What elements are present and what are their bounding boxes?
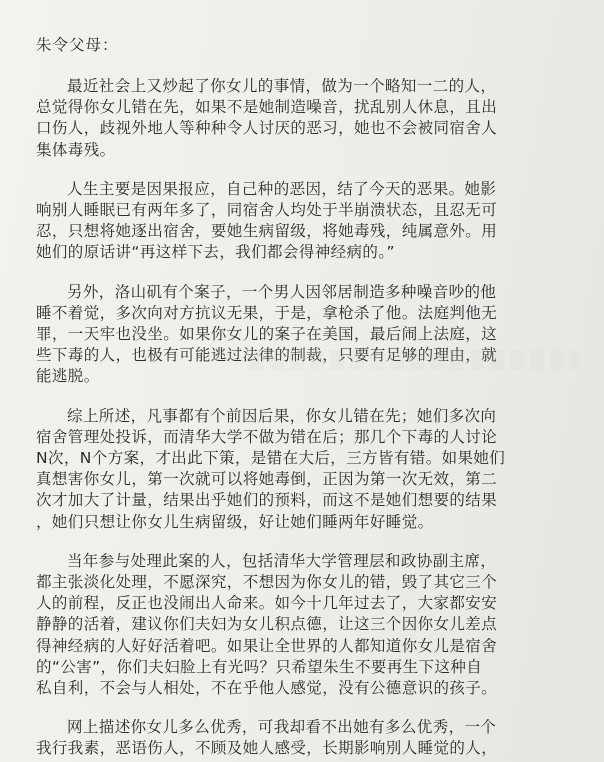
text-line: 当年参与处理此案的人，包括清华大学管理层和政协副主席， — [67, 551, 497, 570]
paragraph — [36, 282, 564, 388]
text-line: 集体毒残。 — [36, 140, 116, 159]
text-line: 真想害你女儿，第一次就可以将她毒倒，正因为第一次无效，第二 — [36, 470, 498, 489]
salutation: 朱令父母： — [36, 36, 119, 54]
text-line: 她们的原话讲“再这样下去，我们都会得神经病的。” — [36, 243, 395, 262]
text-line: 得神经病的人好好活着吧。如果让全世界的人都知道你女儿是宿舍 — [36, 636, 498, 655]
text-line: 些下毒的人，也极有可能逃过法律的制裁，只要有足够的理由，就 — [36, 346, 498, 365]
text-line: 都主张淡化处理，不愿深究，不想因为你女儿的错，毁了其它三个 — [36, 573, 498, 592]
text-line: 宿舍管理处投诉，而清华大学不做为错在后；那几个下毒的人讨论 — [36, 427, 498, 446]
paragraph — [36, 179, 564, 264]
paragraph — [36, 406, 564, 533]
paragraph — [36, 76, 564, 161]
text-line: N次，N个方案，才出此下策，是错在大后，三方皆有错。如果她们 — [36, 449, 506, 468]
text-line: ，她们只想让你女儿生病留级，好让她们睡两年好睡觉。 — [36, 512, 434, 531]
text-line: 响别人睡眠已有两年多了，同宿舍人均处于半崩溃状态，且忍无可 — [36, 201, 498, 220]
text-line: 我行我素，恶语伤人，不顾及她人感受，长期影响別人睡觉的人， — [36, 739, 498, 758]
text-line: 最近社会上又炒起了你女儿的事情，做为一个略知一二的人， — [67, 77, 497, 95]
text-line: 另外，洛山矶有个案子，一个男人因邻居制造多种噪音吵的他 — [67, 282, 497, 301]
text-line: 静静的活着，建议你们夫妇为女儿积点德，让这三个因你女儿差点 — [36, 615, 498, 634]
letter-body — [36, 76, 564, 760]
text-line: 能逃脱。 — [36, 367, 100, 386]
text-line: 综上所述，凡事都有个前因后果，你女儿错在先；她们多次向 — [67, 406, 497, 425]
text-line: 总觉得你女儿错在先，如果不是她制造噪音，扰乱别人休息，且出 — [36, 98, 498, 117]
text-line: 网上描述你女儿多么优秀，可我却看不出她有多么优秀，一个 — [67, 718, 497, 737]
paragraph — [36, 551, 564, 699]
text-line: 次才加大了计量，结果出乎她们的预料，而这不是她们想要的结果 — [36, 491, 498, 510]
text-line: 睡不着觉，多次向对方抗议无果，于是，拿枪杀了他。法庭判他无 — [36, 303, 498, 322]
paragraph — [36, 717, 564, 759]
text-line: 罪，一天牢也没坐。如果你女儿的案子在美国，最后闹上法庭，这 — [36, 325, 498, 344]
text-line: 人生主要是因果报应，自己种的恶因，结了今天的恶果。她影 — [67, 179, 497, 198]
text-line: 的“公害”，你们夫妇脸上有光吗？只希望朱生不要再生下这种自 — [36, 657, 483, 676]
text-line: 人的前程，反正也没闹出人命来。如今十几年过去了，大家都安安 — [36, 594, 498, 613]
text-line: 忍，只想将她逐出宿舍，要她生病留级，将她毒残，纯属意外。用 — [36, 222, 498, 241]
text-line: 私自利，不会与人相处，不在乎他人感觉，没有公德意识的孩子。 — [36, 679, 498, 698]
faint-background-mark — [250, 350, 580, 370]
text-line: 口伤人，歧视外地人等种种令人讨厌的恶习，她也不会被同宿舍人 — [36, 119, 498, 138]
